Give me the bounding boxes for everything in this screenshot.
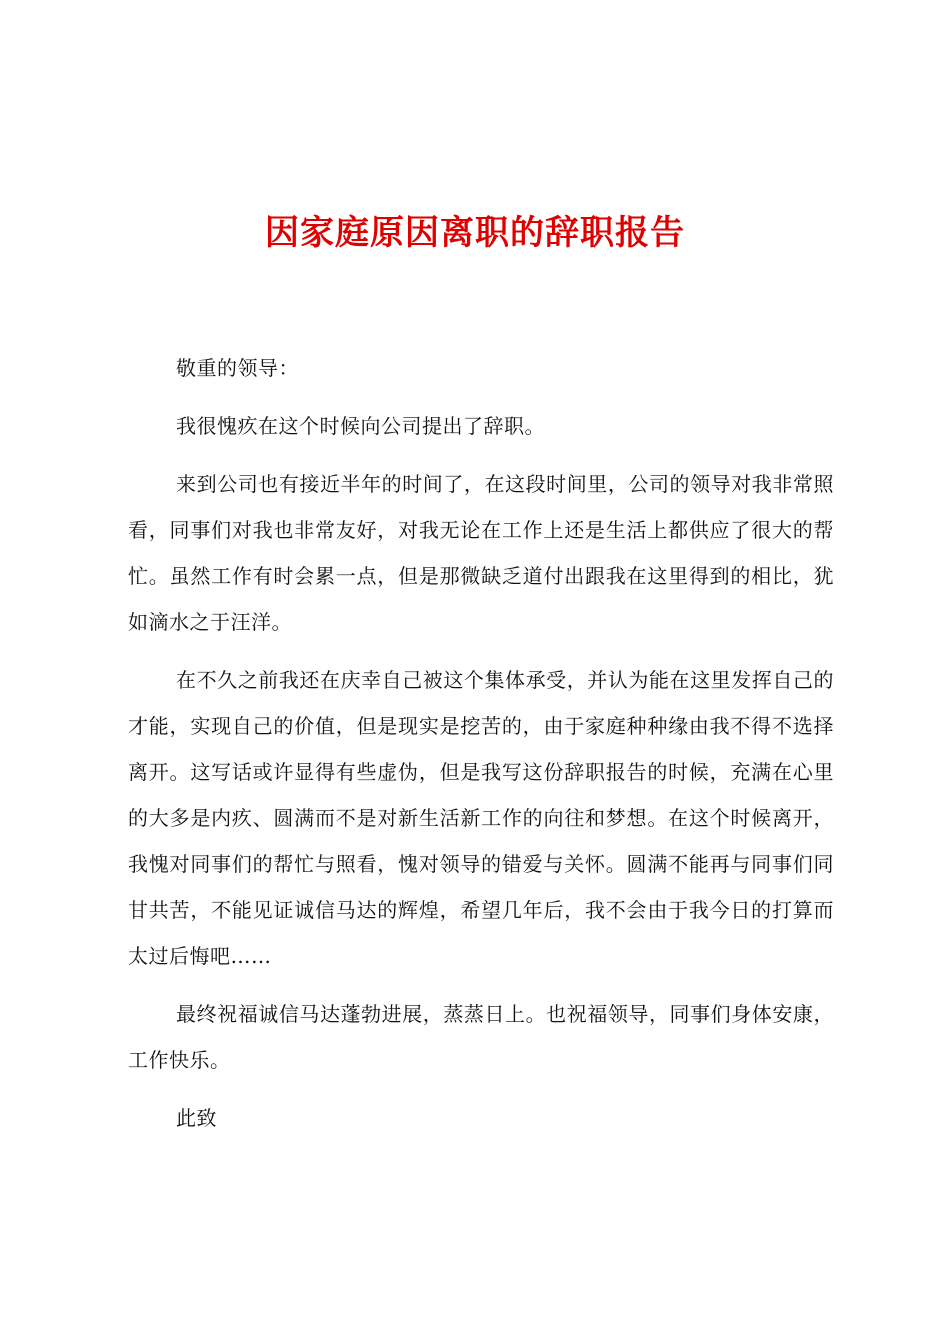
document-title: 因家庭原因离职的辞职报告: [265, 213, 685, 253]
paragraph: 来到公司也有接近半年的时间了，在这段时间里，公司的领导对我非常照看，同事们对我也非常友好，对我无论在工作上还是生活上都供应了很大的帮忙。虽然工作有时会累一点，但是那微缺乏道付出跟我在这里得到的相比，犹如滴水之于汪洋。: [128, 472, 834, 634]
salutation: 敬重的领导：: [176, 356, 299, 380]
paragraph: 最终祝福诚信马达蓬勃进展，蒸蒸日上。也祝福领导，同事们身体安康，工作快乐。: [128, 1002, 834, 1072]
closing: 此致: [176, 1106, 217, 1130]
paragraph: 我很愧疚在这个时候向公司提出了辞职。: [176, 414, 545, 438]
document-body: [128, 345, 834, 1153]
paragraph: 在不久之前我还在庆幸自己被这个集体承受，并认为能在这里发挥自己的才能，实现自己的价值，但是现实是挖苦的，由于家庭种种缘由我不得不选择离开。这写话或许显得有些虚伪，但是我写这份辞职报告的时候，充满在心里的大多是内疚、圆满而不是对新生活新工作的向往和梦想。在这个时候离开，我愧对同事们的帮忙与照看，愧对领导的错爱与关怀。圆满不能再与同事们同甘共苦，不能见证诚信马达的辉煌，希望几年后，我不会由于我今日的打算而太过后悔吧……: [128, 668, 834, 968]
